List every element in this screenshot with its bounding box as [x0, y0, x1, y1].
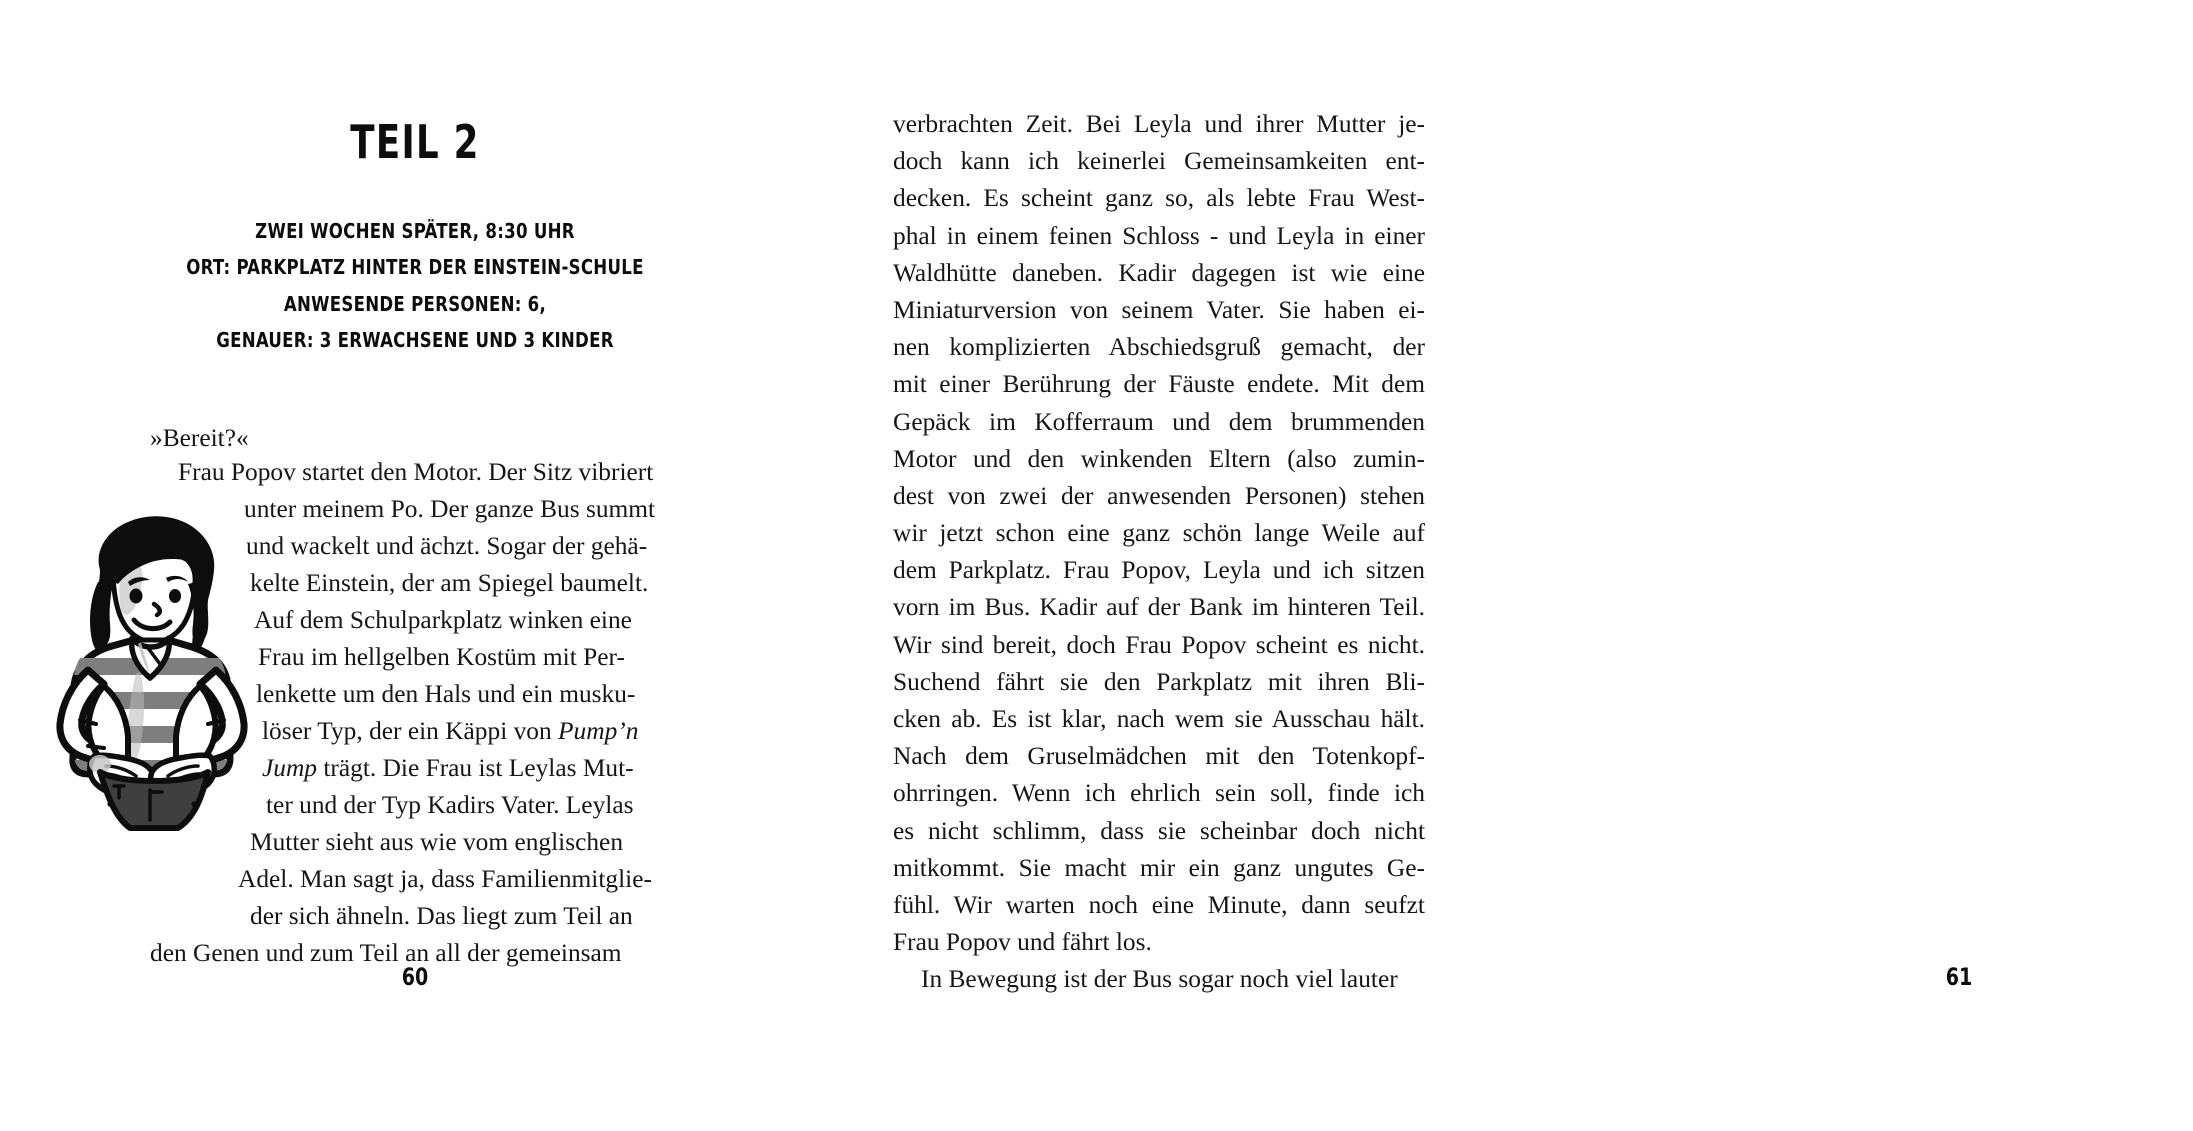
page-number-left: 60 [401, 963, 429, 991]
eye-right [169, 589, 181, 603]
body-line: mit einer Berührung der Fäuste endete. Mit dem [893, 370, 1425, 399]
eyebrow-left [128, 577, 150, 586]
left-page [0, 0, 800, 1131]
part-subtitle-line-1: ZWEI WOCHEN SPÄTER, 8:30 UHR [255, 219, 575, 243]
hair-lock-right [188, 582, 207, 651]
body-line: ter und der Typ Kadirs Vater. Leylas [266, 791, 634, 819]
collar-crease [148, 648, 160, 664]
part-subtitle-block [150, 213, 680, 358]
hand-left-smudge [89, 755, 111, 773]
hair-strand-1 [124, 541, 184, 550]
body-line: Wir sind bereit, doch Frau Popov scheint es nicht. [893, 630, 1425, 659]
body-line: nen komplizierten Abschiedsgruß gemacht, der [893, 333, 1425, 362]
body-line: lenkette um den Hals und ein musku- [256, 680, 636, 708]
body-line: cken ab. Es ist klar, nach wem sie Ausschau hält. [893, 705, 1425, 733]
part-subtitle-line-3: ANWESENDE PERSONEN: 6, [283, 291, 547, 316]
page-number-right: 61 [1945, 963, 1973, 991]
hair-fringe [110, 541, 207, 585]
right-page [800, 0, 1973, 1131]
mouth [134, 620, 170, 629]
part-subtitle-line-4: GENAUER: 3 ERWACHSENE UND 3 KINDER [216, 327, 614, 352]
hair-lock-left [90, 580, 108, 653]
hand-right-fingers [168, 766, 200, 790]
right-page-body-text [893, 106, 1425, 999]
eyebrow-right [166, 576, 188, 582]
part-title: TEIL 2 [350, 115, 480, 169]
part-subtitle-line-2: ORT: PARKPLATZ HINTER DER EINSTEIN-SCHULE [186, 255, 644, 280]
body-line: den Genen und zum Teil an all der gemeinsam [150, 939, 622, 967]
body-line: fühl. Wir warten noch eine Minute, dann seufzt [893, 890, 1425, 919]
face-shape [113, 550, 195, 642]
body-line: Gepäck im Kofferraum und dem brummenden [893, 407, 1425, 436]
italic-title: Jump [262, 754, 317, 782]
arm-left-crease [80, 720, 96, 724]
body-line: »Bereit?« [150, 424, 249, 452]
italic-title: Pump’n [558, 717, 639, 745]
body-line: vorn im Bus. Kadir auf der Bank im hinteren Teil. [893, 593, 1425, 622]
body-line [262, 713, 638, 750]
body-line: Waldhütte daneben. Kadir dagegen ist wie eine [893, 258, 1425, 287]
body-line: Frau im hellgelben Kostüm mit Per- [258, 643, 625, 671]
body-line: dest von zwei der anwesenden Personen) stehen [893, 481, 1425, 510]
trouser-button-left [107, 801, 112, 806]
trouser-fly [150, 790, 162, 820]
body-line: Motor und den winkenden Eltern (also zumin- [893, 444, 1425, 473]
body-line: wir jetzt schon eine ganz schön lange Weile auf [893, 519, 1425, 548]
arm-left-crease-2 [88, 746, 104, 748]
boy-hands-on-hips-illustration [28, 508, 273, 868]
body-line: Nach dem Gruselmädchen mit den Totenkopf- [893, 742, 1425, 771]
body-line: ohrringen. Wenn ich ehrlich sein soll, finde ich [893, 779, 1425, 808]
hand-right [151, 755, 215, 795]
body-line-paragraph-start: In Bewegung ist der Bus sogar noch viel lauter [921, 965, 1398, 994]
body-line: unter meinem Po. Der ganze Bus summt [244, 495, 656, 523]
body-line: mitkommt. Sie macht mir ein ganz ungutes Ge- [893, 853, 1425, 882]
body-line: Miniaturversion von seinem Vater. Sie haben ei- [893, 295, 1425, 324]
body-line: Frau Popov und fährt los. [893, 928, 1152, 957]
face-shading [119, 562, 142, 615]
collar-shading [138, 642, 150, 674]
trouser-pocket-left [114, 786, 124, 798]
body-line: decken. Es scheint ganz so, als lebte Frau West- [893, 184, 1425, 213]
trousers [100, 772, 208, 828]
arm-right-crease [208, 720, 224, 724]
body-line: Adel. Man sagt ja, dass Familienmitglie- [238, 865, 652, 893]
neck [134, 640, 168, 665]
body-line: es nicht schlimm, dass sie scheinbar doch nicht [893, 816, 1425, 845]
torso-shading [127, 672, 144, 765]
body-line [262, 750, 634, 787]
shirt-stripes [68, 658, 238, 777]
body-line-text: löser Typ, der ein Käppi von Pump’n [262, 717, 639, 745]
shirt-collar [132, 638, 170, 678]
hand-left [90, 755, 154, 795]
body-line: dem Parkplatz. Frau Popov, Leyla und ich sitzen [893, 556, 1425, 585]
trouser-button-right [191, 801, 196, 806]
arm-left-inner [89, 686, 129, 760]
arm-right [198, 670, 244, 762]
shirt-body [73, 640, 230, 774]
body-line: und wackelt und ächzt. Sogar der gehä- [246, 532, 648, 560]
body-line: kelte Einstein, der am Spiegel baumelt. [250, 569, 649, 597]
body-line: Mutter sieht aus wie vom englischen [250, 828, 624, 856]
body-line: Suchend fährt sie den Parkplatz mit ihren Bli- [893, 667, 1425, 696]
eye-left [130, 589, 143, 604]
body-line: der sich ähneln. Das liegt zum Teil an [250, 902, 633, 930]
body-line: Auf dem Schulparkplatz winken eine [254, 606, 632, 634]
body-line: Frau Popov startet den Motor. Der Sitz vibriert [178, 458, 654, 486]
body-line: phal in einem feinen Schloss - und Leyla in einer [893, 221, 1425, 250]
hair-shape [94, 516, 214, 646]
hair-strand-2 [132, 554, 186, 560]
body-line: verbrachten Zeit. Bei Leyla und ihrer Mutter je- [893, 110, 1425, 138]
body-line: doch kann ich keinerlei Gemeinsamkeiten ent- [893, 147, 1425, 176]
body-line-text: Jump trägt. Die Frau ist Leylas Mut- [262, 754, 634, 782]
arm-right-inner [176, 686, 216, 760]
arm-left [60, 670, 106, 762]
hand-left-fingers [104, 766, 136, 790]
nose [154, 604, 160, 615]
